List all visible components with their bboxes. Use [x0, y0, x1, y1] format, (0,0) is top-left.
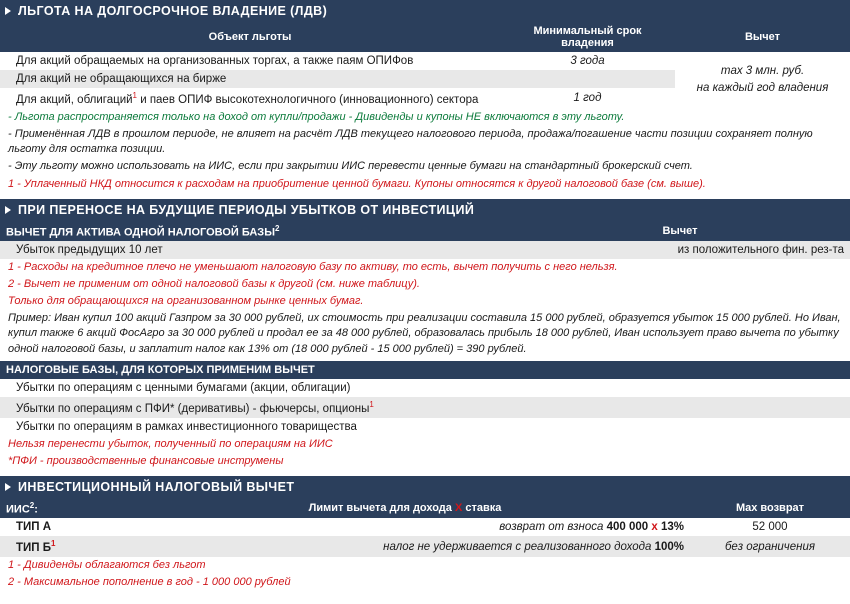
iis-col-max: Max возврат	[690, 498, 850, 519]
ldv-row1-object: Для акций обращаемых на организованных торгах, а также паям ОПИФов	[0, 52, 500, 70]
table-row	[0, 52, 850, 70]
bases-header: НАЛОГОВЫЕ БАЗЫ, ДЛЯ КОТОРЫХ ПРИМЕНИМ ВЫЧЕТ	[0, 361, 850, 379]
ldv-deduction-line2: на каждый год владения	[696, 82, 829, 95]
losses-col-left-text: ВЫЧЕТ ДЛЯ АКТИВА ОДНОЙ НАЛОГОВОЙ БАЗЫ	[6, 226, 275, 239]
iis-col-limit-pre: Лимит вычета для дохода	[308, 501, 455, 514]
ldv-row1-term: 3 года	[500, 52, 675, 70]
table-row	[0, 379, 850, 397]
ldv-row3-term: 1 год	[500, 88, 675, 109]
ldv-table-header-row	[0, 22, 850, 52]
losses-col-left	[0, 221, 510, 242]
losses-footnotes	[0, 436, 850, 470]
iis-col-limit	[120, 498, 690, 519]
iis-row2-type	[0, 536, 120, 557]
iis-col-type-text: ИИС	[6, 503, 30, 516]
iis-row1-desc: возврат от взноса	[499, 521, 604, 534]
ldv-row3-object	[0, 88, 500, 109]
ldv-row2-object: Для акций не обращающихся на бирже	[0, 70, 500, 88]
iis-col-type-sup: 2	[29, 500, 35, 510]
iis-row2-type-text: ТИП Б	[16, 542, 52, 555]
bases-row-2-sup: 1	[369, 400, 374, 410]
losses-col-right: Вычет	[510, 221, 850, 242]
ldv-col-object: Объект льготы	[0, 22, 500, 52]
ldv-col-term: Минимальный срок владения	[500, 22, 675, 52]
ldv-note-2: - Применённая ЛДВ в прошлом периоде, не влияет на расчёт ЛДВ текущего налогового периода, продажа/погашение части позиции сохраняет полную льготу для остатка позиции.	[8, 127, 813, 156]
losses-table-header-row	[0, 221, 850, 242]
section-header-losses: ПРИ ПЕРЕНОСЕ НА БУДУЩИЕ ПЕРИОДЫ УБЫТКОВ ОТ ИНВЕСТИЦИЙ	[0, 199, 850, 221]
ldv-row3-object-pre: Для акций, облигаций	[16, 93, 133, 106]
iis-row1-type: ТИП А	[0, 518, 120, 536]
table-row	[0, 518, 850, 536]
iis-table	[0, 498, 850, 557]
iis-row2-desc: налог не удерживается с реализованного дохода	[383, 540, 652, 553]
bases-table	[0, 361, 850, 436]
ldv-note-1: - Льгота распространяется только на доход от купли/продажи - Дивиденды и купоны НЕ включаются в эту льготу.	[8, 110, 625, 123]
losses-note-1: 1 - Расходы на кредитное плечо не уменьшают налоговую базу по активу, то есть, вычет получить с него нельзя.	[8, 261, 618, 274]
iis-footnote-2: 2 - Максимальное пополнение в год - 1 000 000 рублей	[8, 575, 291, 588]
iis-row1-max: 52 000	[690, 518, 850, 536]
losses-col-left-sup: 2	[274, 223, 280, 233]
iis-row2-limit	[120, 536, 690, 557]
table-row	[0, 418, 850, 436]
bases-row-3: Убытки по операциям в рамках инвестиционного товарищества	[0, 418, 850, 436]
ldv-note-3: - Эту льготу можно использовать на ИИС, если при закрытии ИИС перевести ценные бумаги на стандартный брокерский счет.	[8, 160, 693, 173]
iis-row1-amount: 400 000	[606, 521, 649, 534]
losses-footnote-2: *ПФИ - производственные финансовые инструмены	[8, 454, 284, 467]
table-row	[0, 397, 850, 418]
bases-row-1: Убытки по операциям с ценными бумагами (акции, облигации)	[0, 379, 850, 397]
losses-example: Пример: Иван купил 100 акций Газпром за 30 000 рублей, их стоимость при реализации составила 15 000 рублей, образуется убыток 15 000 рублей. Но Иван, купил также 6 акций ФосАгро за 30 000 рублей и продал ее за 48 000 рублей, образовалась прибыль 18 000 рублей, Иван использует право вычета по убытку одной налоговой базы, и заплатит налог как 13% от (18 000 рублей - 15 000 рублей) = 390 рублей.	[8, 311, 841, 355]
iis-row1-rate: 13%	[660, 521, 684, 534]
ldv-deduction-line1: max 3 млн. руб.	[720, 65, 805, 78]
ldv-notes	[0, 109, 850, 193]
ldv-deduction-note	[675, 52, 850, 109]
ldv-table	[0, 22, 850, 109]
iis-table-header-row	[0, 498, 850, 519]
section-header-ldv: ЛЬГОТА НА ДОЛГОСРОЧНОЕ ВЛАДЕНИЕ (ЛДВ)	[0, 0, 850, 22]
iis-col-limit-post: ставка	[462, 501, 502, 514]
table-row	[0, 241, 850, 259]
iis-row2-max: без ограничения	[690, 536, 850, 557]
losses-row-value: из положительного фин. рез-та	[510, 241, 850, 259]
losses-table	[0, 221, 850, 260]
section-header-iis: ИНВЕСТИЦИОННЫЙ НАЛОГОВЫЙ ВЫЧЕТ	[0, 476, 850, 498]
bases-row-2	[0, 397, 850, 418]
losses-footnote-1: Нельзя перенести убыток, полученный по операциям на ИИС	[8, 437, 333, 450]
losses-note-2: 2 - Вычет не применим от одной налоговой базы к другой (см. ниже таблицу).	[8, 278, 420, 291]
iis-col-limit-x: X	[454, 501, 463, 514]
iis-row2-rate: 100%	[654, 540, 684, 553]
losses-note-3: Только для обращающихся на организованном рынке ценных бумаг.	[8, 295, 364, 308]
ldv-col-deduction: Вычет	[675, 22, 850, 52]
bases-row-2-text: Убытки по операциям с ПФИ* (деривативы) - фьючерсы, опционы	[16, 402, 370, 415]
iis-row1-limit	[120, 518, 690, 536]
iis-row2-type-sup: 1	[51, 539, 56, 549]
iis-row1-x: х	[651, 521, 658, 534]
bases-header-row	[0, 361, 850, 379]
losses-row-label: Убыток предыдущих 10 лет	[0, 241, 510, 259]
iis-col-type: ИИС$^2$:	[0, 498, 120, 519]
table-row	[0, 536, 850, 557]
ldv-row3-footnote-marker: 1	[132, 91, 137, 100]
ldv-row3-object-post: и паев ОПИФ высокотехнологичного (инновационного) сектора	[137, 93, 479, 106]
losses-notes	[0, 259, 850, 358]
iis-footnote-1: 1 - Дивиденды облагаются без льгот	[8, 559, 206, 572]
iis-footnotes	[0, 557, 850, 591]
ldv-note-4: 1 - Уплаченный НКД относится к расходам на приобритение ценной бумаги. Купоны относятся к другой налоговой базе (см. выше).	[8, 177, 706, 190]
ldv-row2-term	[500, 70, 675, 88]
